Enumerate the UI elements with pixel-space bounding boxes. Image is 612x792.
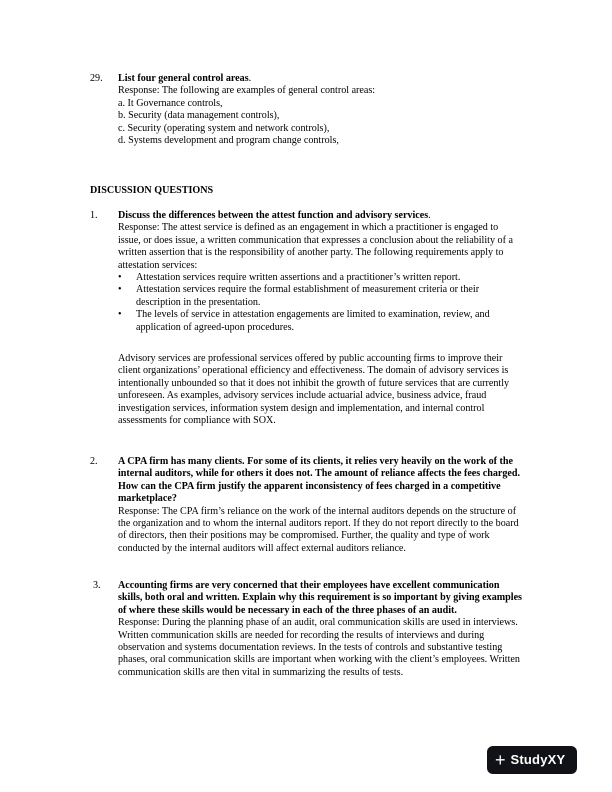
list-item-text: Attestation services require written assertions and a practitioner’s written report. [136,272,461,284]
list-item: c. Security (operating system and network controls), [118,122,330,134]
list-item [118,284,522,309]
question-number: 3. [93,580,101,591]
question-title [118,73,522,85]
advisory-paragraph: Advisory services are professional services offered by public accounting firms to improve their client organizations’ operational efficiency and effectiveness. The domain of advisory services is intentionally unbounded so that it does not inhibit the growth of future services that are currently unforeseen. As examples, advisory services include actuarial advice, business advice, fraud investigation services, information system design and implementation, and internal control assessments for compliance with SOX. [118,353,510,427]
bullet-icon: • [118,309,122,321]
response-text: Response: The attest service is defined as an engagement in which a practitioner is engaged to issue, or does issue, a written communication that expresses a conclusion about the reliability of a written assertion that is the responsibility of another party. The following requirements apply to attestation services: [118,222,513,271]
bullet-icon: • [118,284,122,296]
question-number: 2. [90,456,98,467]
discussion-question-2 [118,456,522,555]
question-title: Accounting firms are very concerned that their employees have excellent communication skills, both oral and written. Explain why this requirement is so important by giving examples of where these skills would be necessary in each of the three phases of an audit. [118,580,522,616]
discussion-question-1 [118,210,522,334]
response-text: Response: The following are examples of general control areas: [118,85,376,97]
list-item [118,272,522,284]
question-title-suffix: . [428,210,431,221]
list-item: d. Systems development and program change controls, [118,135,339,147]
question-29 [118,73,522,147]
list-item-text: The levels of service in attestation engagements are limited to examination, review, and application of agreed-upon procedures. [136,309,490,333]
question-title-text: Discuss the differences between the attest function and advisory services [118,210,429,221]
list-item: b. Security (data management controls), [118,110,280,122]
logo-text: StudyXY [510,751,566,767]
list-item [118,309,522,334]
list-item: a. It Governance controls, [118,97,223,109]
bullet-icon: • [118,272,122,284]
response-text: Response: During the planning phase of an audit, oral communication skills are used in interviews. Written communication skills are needed for recording the results of interviews and during observation and systems documentation reviews. In the tests of controls and substantive testing phases, oral communication skills are important when working with the client’s employees. Written communication skills are then vital in summarizing the results of tests. [118,617,520,678]
question-title-suffix: . [248,73,252,84]
bullet-list [118,272,522,334]
question-number: 29. [90,73,103,84]
list-item-text: Attestation services require the formal establishment of measurement criteria or their description in the presentation. [136,284,480,308]
question-title-2: How can the CPA firm justify the apparent inconsistency of fees charged in a competitive marketplace? [118,480,501,505]
question-title: A CPA firm has many clients. For some of its clients, it relies very heavily on the work of the internal auditors, while for others it does not. The amount of reliance affects the fees charged. [118,456,521,480]
discussion-question-3 [118,580,522,679]
question-title [118,210,522,222]
question-title-text: List four general control areas [118,73,249,84]
section-heading: DISCUSSION QUESTIONS [90,185,214,196]
plus-icon: + [495,750,506,770]
studyxy-logo [487,746,577,774]
response-text: Response: The CPA firm’s reliance on the work of the internal auditors depends on the structure of the organization and to whom the internal auditors report. If they do not report directly to the board of directors, then their positions may be compromised. Further, the quality and type of work conducted by the internal auditors will affect external auditors reliance. [118,505,519,554]
question-number: 1. [90,210,98,221]
